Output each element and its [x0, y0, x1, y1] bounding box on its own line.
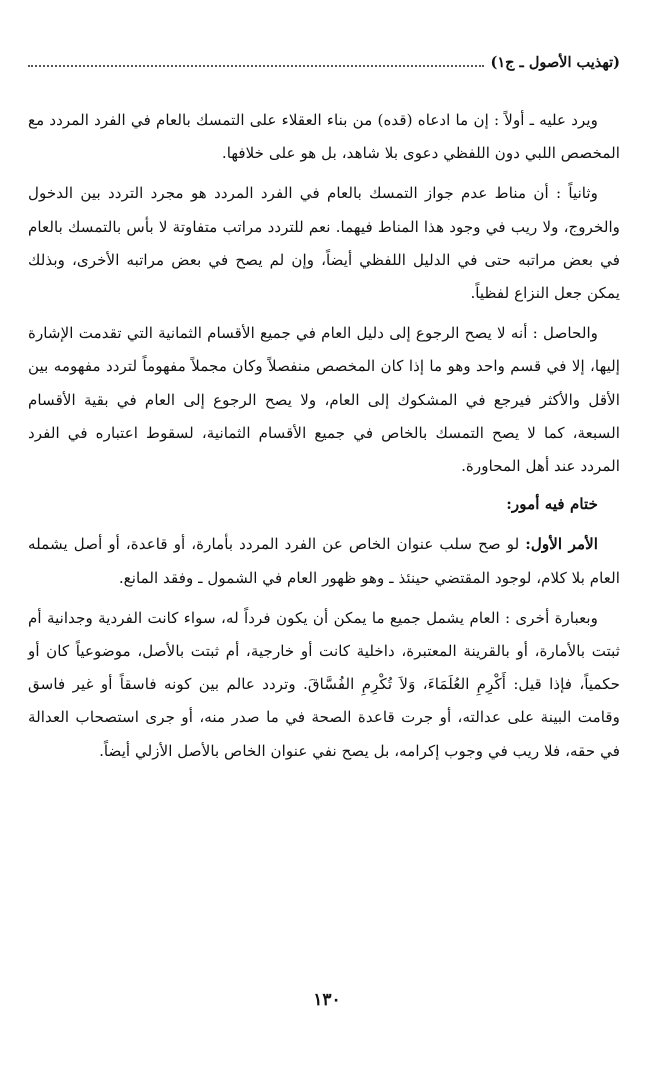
- page-number: ١٣٠: [313, 990, 341, 1010]
- paragraph-first-objection: ويرد عليه ـ أولاً : إن ما ادعاه (قده) من بناء العقلاء على التمسك بالعام في الفرد المردد مع المخصص اللبي دون اللفظي دعوى بلا شاهد، بل هو على خلافها.: [28, 111, 620, 163]
- book-title: (تهذيب الأصول ـ ج١): [490, 54, 620, 71]
- first-matter-text: لو صح سلب عنوان الخاص عن الفرد المردد بأمارة، أو قاعدة، أو أصل يشمله العام بلا كلام، لوجود المقتضي حينئذ ـ وهو ظهور العام في الشمول ـ وفقد المانع.: [28, 535, 620, 587]
- section-heading: ختام فيه أمور:: [506, 495, 598, 514]
- running-header: [28, 54, 620, 71]
- paragraph-rephrasing: وبعبارة أخرى : العام يشمل جميع ما يمكن أن يكون فرداً له، سواء كانت الفردية وجدانية أم ثبتت بالأمارة، أو بالقرينة المعتبرة، داخلية كانت أو خارجية، أم ثبتت بالأصل، موضوعياً كان أو حكمياً، فإذا قيل: أَكْرِمِ العُلَمَاءَ، وَلاَ تُكْرِمِ الفُسَّاقَ. وتردد عالم بين كونه فاسقاً أو غير فاسق وقامت البينة على عدالته، أو جرت قاعدة الصحة في ما صدر منه، أو جرى استصحاب العدالة في حقه، فلا ريب في وجوب إكرامه، بل يصح نفي عنوان الخاص بالأصل الأزلي أيضاً.: [28, 608, 620, 760]
- paragraph-second-objection: وثانياً : أن مناط عدم جواز التمسك بالعام في الفرد المردد هو مجرد التردد بين الدخول والخروج، ولا ريب في وجود هذا المناط فيهما. نعم للتردد مراتب متفاوتة لا بأس بالتمسك بالعام في بعض مراتبه حتى في الدليل اللفظي أيضاً، وإن لم يصح في بعض مراتبه الأخرى، وبذلك يمكن جعل النزاع لفظياً.: [28, 184, 620, 303]
- page-body: [28, 104, 620, 768]
- paragraph-conclusion: والحاصل : أنه لا يصح الرجوع إلى دليل العام في جميع الأقسام الثمانية التي تقدمت الإشارة إليها، إلا في قسم واحد وهو ما إذا كان المخصص منفصلاً وكان مجملاً مفهوماً لتردد مفهومه بين الأقل والأكثر فيرجع في المشكوك إلى العام، ولا يصح الرجوع إلى العام في بقية الأقسام السبعة، كما لا يصح التمسك بالخاص في جميع الأقسام الثمانية، لسقوط اعتباره في الفرد المردد عند أهل المحاورة.: [28, 324, 620, 476]
- header-dotted-rule: [28, 65, 484, 67]
- paragraph-first-matter: [28, 528, 620, 594]
- first-matter-lead: الأمر الأول:: [525, 535, 598, 554]
